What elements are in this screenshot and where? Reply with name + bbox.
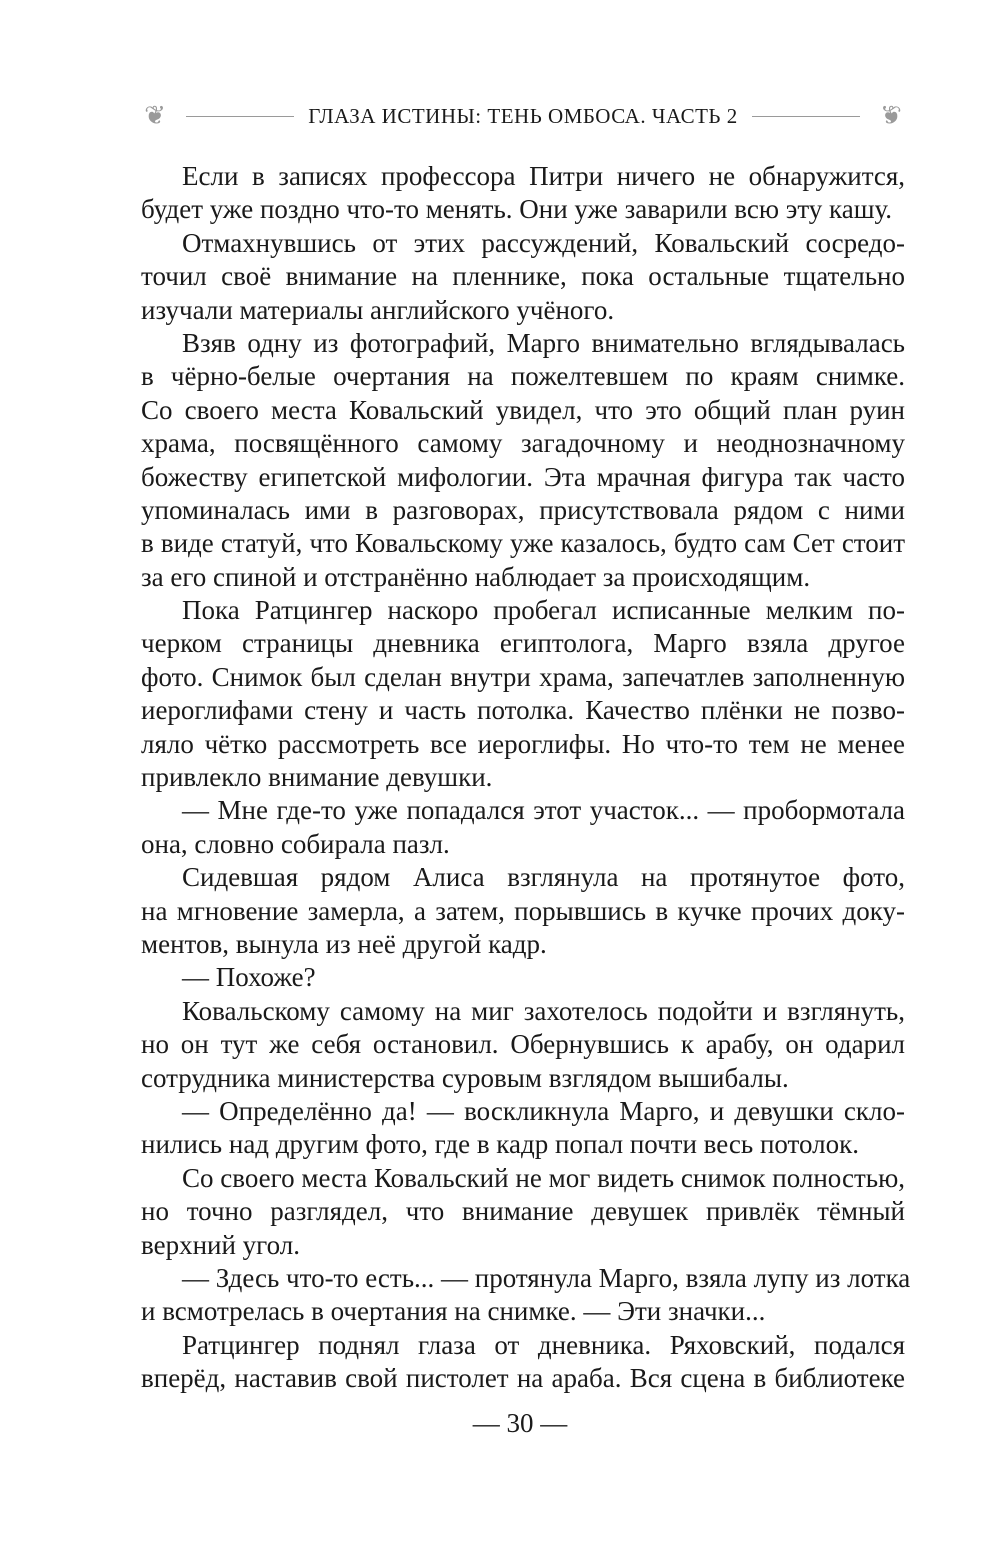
header-rule-left xyxy=(186,116,294,117)
text-line: — Здесь что-то есть... — протянула Марго, взяла лупу из лотка xyxy=(182,1262,911,1293)
text-line: нились над другим фото, где в кадр попал почти весь потолок. xyxy=(141,1129,859,1160)
text-line: Пока Ратцингер наскоро пробегал исписанные мелким по- xyxy=(182,595,905,626)
paragraph xyxy=(141,227,905,327)
text-line: но он тут же себя остановил. Обернувшись к арабу, он одарил xyxy=(141,1029,905,1060)
text-line: изучали материалы английского учёного. xyxy=(141,294,615,325)
text-line: точил своё внимание на пленнике, пока остальные тщательно xyxy=(141,261,905,292)
paragraph xyxy=(141,160,905,227)
text-line: Со своего места Ковальский не мог видеть снимок полностью, xyxy=(182,1162,905,1193)
text-line: иероглифами стену и часть потолка. Качество плёнки не позво- xyxy=(141,695,905,726)
text-line: сотрудника министерства суровым взглядом вышибалы. xyxy=(141,1062,789,1093)
text-line: упоминалась ими в разговорах, присутствовала рядом с ними xyxy=(141,494,905,525)
text-line: на мгновение замерла, а затем, порывшись в кучке прочих доку- xyxy=(141,895,905,926)
text-line: в чёрно-белые очертания на пожелтевшем по краям снимке. xyxy=(141,361,905,392)
paragraph xyxy=(141,995,905,1095)
text-line: но точно разглядел, что внимание девушек привлёк тёмный xyxy=(141,1196,905,1227)
text-line: Взяв одну из фотографий, Марго внимательно вглядывалась xyxy=(182,327,905,358)
text-line: она, словно собирала пазл. xyxy=(141,828,450,859)
paragraph xyxy=(141,794,905,861)
text-line: Ратцингер поднял глаза от дневника. Ряховский, подался xyxy=(182,1329,905,1360)
text-line: Ковальскому самому на миг захотелось подойти и взглянуть, xyxy=(182,995,905,1026)
paragraph xyxy=(141,1095,905,1162)
paragraph xyxy=(141,1329,905,1396)
paragraph xyxy=(141,1162,905,1262)
text-line: будет уже поздно что-то менять. Они уже заварили всю эту кашу. xyxy=(141,194,893,225)
paragraph xyxy=(141,594,905,794)
text-line: — Определённо да! — воскликнула Марго, и девушки скло- xyxy=(182,1095,905,1126)
running-header xyxy=(138,98,908,134)
text-line: — Похоже? xyxy=(182,962,316,993)
text-line: фото. Снимок был сделан внутри храма, запечатлев заполненную xyxy=(141,661,905,692)
text-line: вперёд, наставив свой пистолет на араба. Вся сцена в библиотеке xyxy=(141,1363,905,1394)
text-line: — Мне где-то уже попадался этот участок... — пробормотала xyxy=(182,795,905,826)
paragraph xyxy=(141,961,905,994)
text-line: и всмотрелась в очертания на снимке. — Эти значки... xyxy=(141,1296,766,1327)
text-line: верхний угол. xyxy=(141,1229,300,1260)
text-line: Отмахнувшись от этих рассуждений, Ковальский сосредо- xyxy=(182,227,905,258)
text-line: черком страницы дневника египтолога, Марго взяла другое xyxy=(141,628,905,659)
page-number: — 30 — xyxy=(472,1408,568,1438)
ornament-left-icon: ❦ xyxy=(144,101,166,130)
text-line: Если в записях профессора Питри ничего не обнаружится, xyxy=(182,161,905,191)
paragraph xyxy=(141,327,905,594)
text-line: храма, посвящённого самому загадочному и неоднозначному xyxy=(141,428,905,459)
text-line: за его спиной и отстранённо наблюдает за происходящим. xyxy=(141,561,811,592)
text-line: божеству египетской мифологии. Эта мрачная фигура так часто xyxy=(141,461,905,492)
text-line: Со своего места Ковальский увидел, что это общий план руин xyxy=(141,394,905,425)
body-text xyxy=(141,160,911,1395)
paragraph xyxy=(141,861,905,961)
text-line: Сидевшая рядом Алиса взглянула на протянутое фото, xyxy=(182,862,905,893)
text-line: ментов, вынула из неё другой кадр. xyxy=(141,928,547,959)
text-line: привлекло внимание девушки. xyxy=(141,762,493,793)
text-line: в виде статуй, что Ковальскому уже казалось, будто сам Сет стоит xyxy=(141,528,905,559)
ornament-right-icon: ❦ xyxy=(880,101,902,130)
header-rule-right xyxy=(752,116,860,117)
running-header-title: ГЛАЗА ИСТИНЫ: ТЕНЬ ОМБОСА. ЧАСТЬ 2 xyxy=(308,103,738,128)
text-line: ляло чётко рассмотреть все иероглифы. Но что-то тем не менее xyxy=(141,728,905,759)
paragraph xyxy=(141,1262,911,1329)
